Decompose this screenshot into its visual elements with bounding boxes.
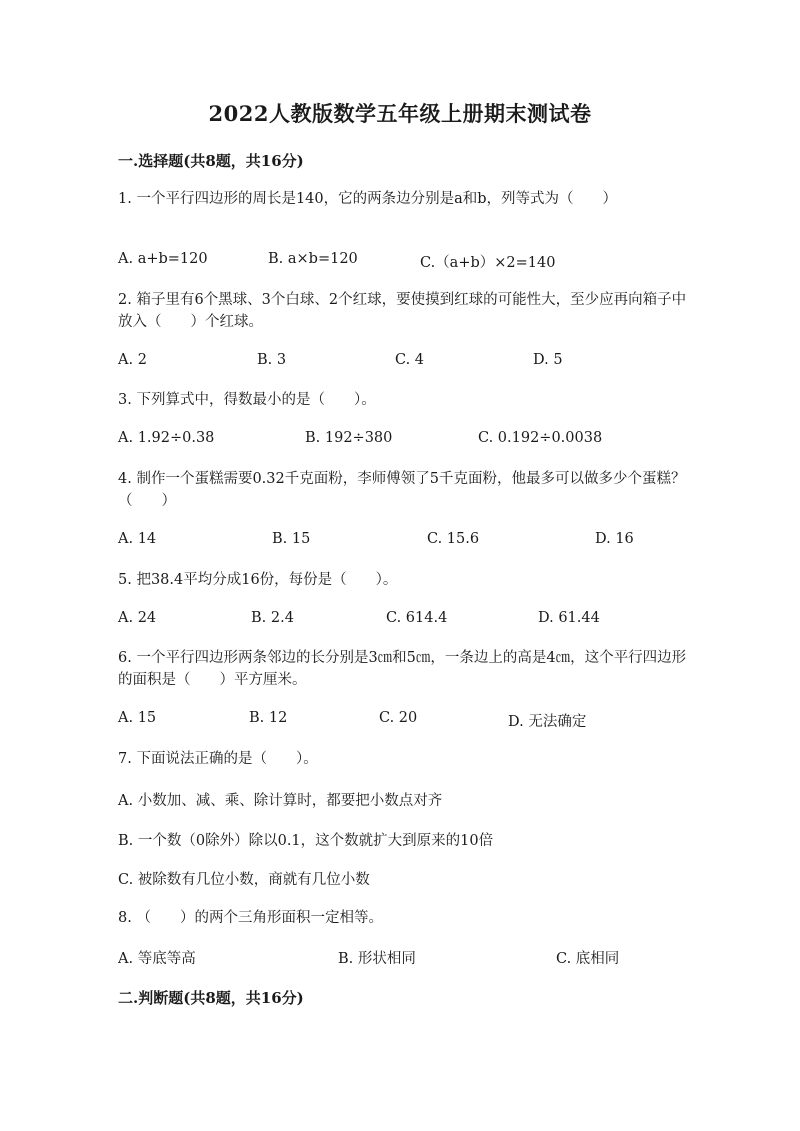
question-2-option-c: C. 4 [395,352,425,368]
question-7-option-a: A. 小数加、减、乘、除计算时，都要把小数点对齐 [118,793,443,809]
question-6-option-b: B. 12 [249,710,288,726]
question-8: 8. （ ）的两个三角形面积一定相等。 [118,910,383,926]
question-8-option-c: C. 底相同 [556,951,620,967]
section-heading-judgement: 二.判断题(共8题，共16分) [118,989,304,1007]
question-2-option-b: B. 3 [257,352,287,368]
question-5: 5. 把38.4平均分成16份，每份是（ ）。 [118,572,398,588]
question-6-option-a: A. 15 [118,710,157,726]
question-3: 3. 下列算式中，得数最小的是（ ）。 [118,392,376,408]
question-8-option-b: B. 形状相同 [338,951,416,967]
question-4-option-a: A. 14 [118,531,157,547]
question-5-option-b: B. 2.4 [251,610,294,626]
question-5-option-d: D. 61.44 [538,610,600,626]
page-title: 2022人教版数学五年级上册期末测试卷 [208,101,592,126]
question-2: 2. 箱子里有6个黑球、3个白球、2个红球，要使摸到红球的可能性大，至少应再向箱子中放入（ ）个红球。 [118,292,687,330]
question-3-option-c: C. 0.192÷0.0038 [478,430,603,446]
question-1-option-b: B. a×b=120 [268,251,358,267]
question-5-option-c: C. 614.4 [386,610,448,626]
question-1-option-a: A. a+b=120 [118,251,208,267]
question-1: 1. 一个平行四边形的周长是140，它的两条边分别是a和b，列等式为（ ） [118,191,618,207]
question-1-option-c: C.（a+b）×2=140 [420,255,556,271]
question-7-option-b: B. 一个数（0除外）除以0.1，这个数就扩大到原来的10倍 [118,833,494,849]
question-3-option-b: B. 192÷380 [305,430,393,446]
question-6-option-d: D. 无法确定 [508,714,587,730]
question-5-option-a: A. 24 [118,610,157,626]
question-2-option-a: A. 2 [118,352,147,368]
question-7: 7. 下面说法正确的是（ ）。 [118,751,318,767]
section-heading-choice: 一.选择题(共8题，共16分) [118,152,304,170]
question-4: 4. 制作一个蛋糕需要0.32千克面粉，李师傅领了5千克面粉，他最多可以做多少个蛋糕？（ ） [118,471,686,509]
question-6: 6. 一个平行四边形两条邻边的长分别是3㎝和5㎝，一条边上的高是4㎝，这个平行四边形的面积是（ ）平方厘米。 [118,650,687,688]
question-4-option-b: B. 15 [272,531,311,547]
question-4-option-d: D. 16 [595,531,634,547]
question-4-option-c: C. 15.6 [427,531,480,547]
question-2-option-d: D. 5 [533,352,563,368]
question-6-option-c: C. 20 [379,710,418,726]
question-3-option-a: A. 1.92÷0.38 [118,430,215,446]
question-8-option-a: A. 等底等高 [118,951,196,967]
question-7-option-c: C. 被除数有几位小数，商就有几位小数 [118,872,370,888]
